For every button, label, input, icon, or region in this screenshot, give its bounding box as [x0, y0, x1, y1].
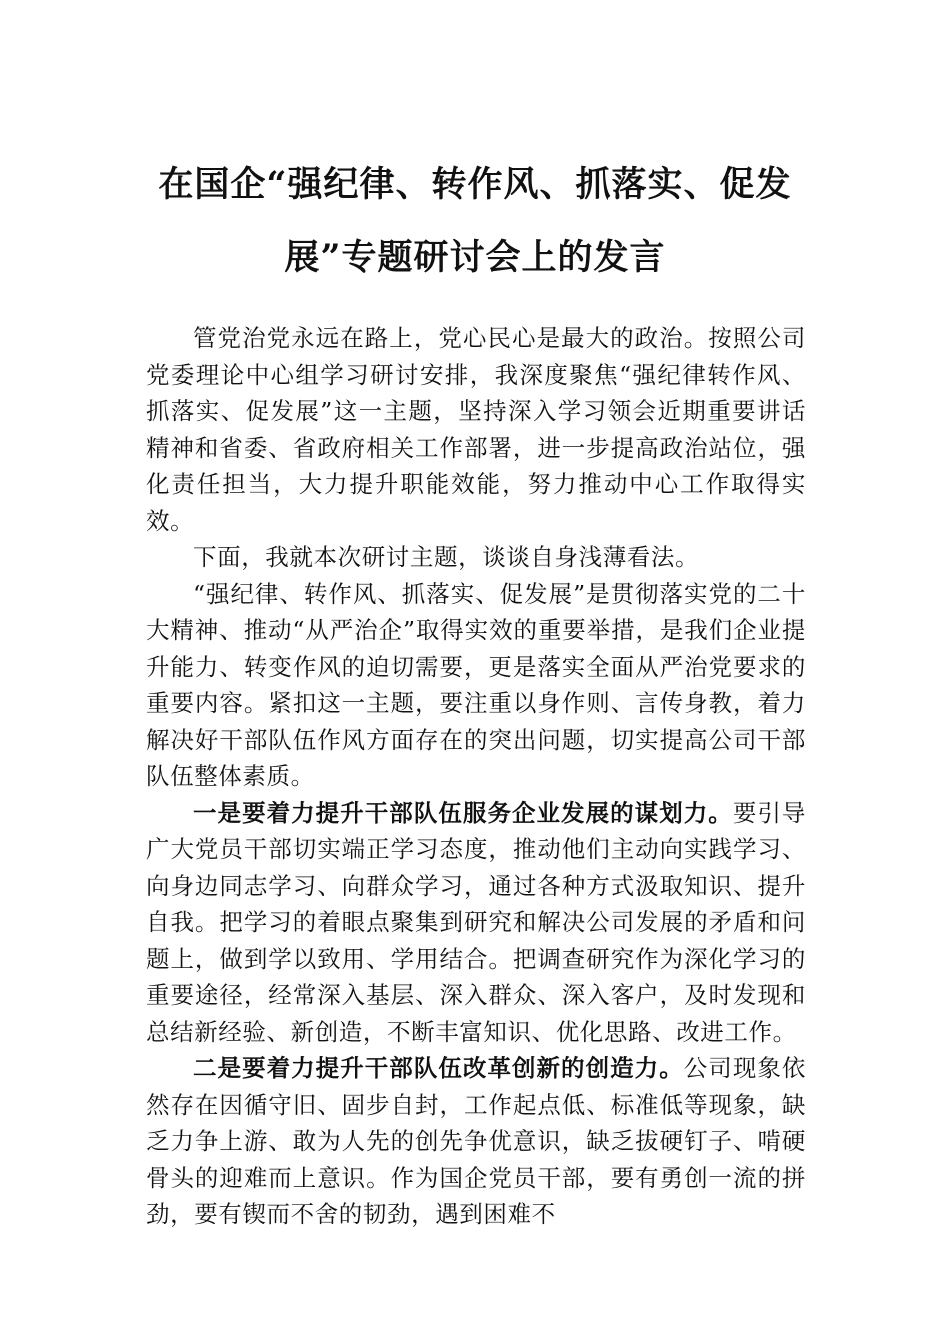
title-line-2: 展”专题研讨会上的发言: [284, 237, 666, 278]
paragraph-theme: [146, 576, 806, 795]
paragraph-text: 下面，我就本次研讨主题，谈谈自身浅薄看法。: [193, 543, 700, 571]
paragraph-lead-heading: 一是要着力提升干部队伍服务企业发展的谋划力。: [193, 798, 733, 827]
document-title: [120, 148, 830, 294]
paragraph-lead-heading: 二是要着力提升干部队伍改革创新的创造力。: [193, 1054, 684, 1082]
title-line-1: 在国企“强纪律、转作风、抓落实、促发: [158, 164, 792, 205]
paragraph-point-one: [146, 795, 806, 1051]
paragraph-text: 公司现象依然存在因循守旧、固步自封，工作起点低、标准低等现象，缺乏力争上游、敢为人先的创先争优意识，缺乏拔硬钉子、啃硬骨头的迎难而上意识。作为国企党员干部，要有勇创一流的拼劲，要有锲而不舍的韧劲，遇到困难不: [146, 1054, 806, 1228]
paragraph-text: “强纪律、转作风、抓落实、促发展”是贯彻落实党的二十大精神、推动“从严治企”取得实效的重要举措，是我们企业提升能力、转变作风的迫切需要，更是落实全面从严治党要求的重要内容。紧扣这一主题，要注重以身作则、言传身教，着力解决好干部队伍作风方面存在的突出问题，切实提高公司干部队伍整体素质。: [146, 579, 806, 790]
document-body: [146, 320, 806, 1233]
paragraph-text: 要引导广大党员干部切实端正学习态度，推动他们主动向实践学习、向身边同志学习、向群众学习，通过各种方式汲取知识、提升自我。把学习的着眼点聚集到研究和解决公司发展的矛盾和问题上，做到学以致用、学用结合。把调查研究作为深化学习的重要途径，经常深入基层、深入群众、深入客户，及时发现和总结新经验、新创造，不断丰富知识、优化思路、改进工作。: [146, 798, 806, 1046]
paragraph-opening: [146, 320, 806, 539]
paragraph-text: 管党治党永远在路上，党心民心是最大的政治。按照公司党委理论中心组学习研讨安排，我深度聚焦“强纪律转作风、抓落实、促发展”这一主题，坚持深入学习领会近期重要讲话精神和省委、省政府相关工作部署，进一步提高政治站位，强化责任担当，大力提升职能效能，努力推动中心工作取得实效。: [146, 324, 806, 535]
paragraph-intro: [146, 539, 806, 576]
paragraph-point-two: [146, 1050, 806, 1233]
